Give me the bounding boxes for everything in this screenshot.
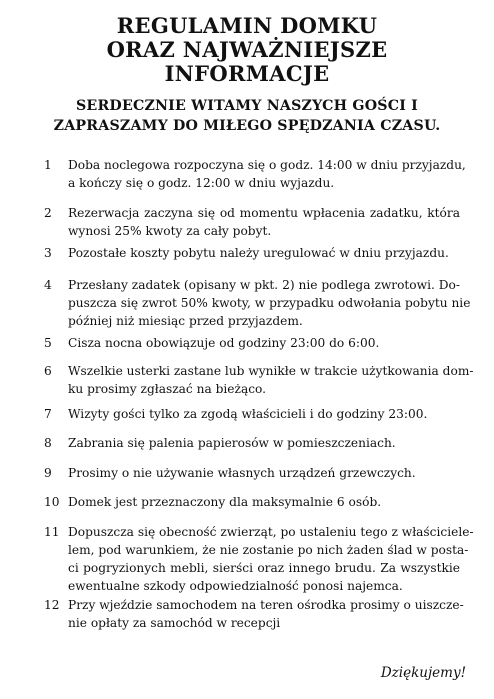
list-item: [44, 362, 474, 398]
rule-text-line: puszcza się zwrot 50% kwoty, w przypadku odwołania pobytu nie: [68, 296, 471, 310]
rule-text-line: Pozostałe koszty pobytu należy uregulować w dniu przyjazdu.: [68, 246, 449, 260]
list-item: [44, 596, 464, 632]
rule-number: 5: [44, 336, 52, 350]
rule-text: [68, 464, 460, 482]
rule-text: [68, 156, 466, 192]
list-item: [44, 244, 460, 262]
title-line: ORAZ NAJWAŻNIEJSZE: [106, 37, 388, 62]
rule-text-line: Doba noclegowa rozpoczyna się o godz. 14:00 w dniu przyjazdu,: [68, 158, 466, 172]
title-line: INFORMACJE: [164, 61, 330, 86]
closing-thanks: Dziękujemy!: [380, 665, 466, 681]
list-item: [44, 464, 460, 482]
rule-text: [68, 596, 464, 632]
rule-number: 1: [44, 158, 52, 172]
list-item: [44, 156, 466, 192]
rule-text-line: Wszelkie usterki zastane lub wynikłe w trakcie użytkowania dom-: [68, 364, 474, 378]
list-item: [44, 434, 460, 452]
rule-text-line: lem, pod warunkiem, że nie zostanie po nich żaden ślad w posta-: [68, 543, 469, 557]
title-line: REGULAMIN DOMKU: [116, 13, 378, 38]
rule-text: [68, 204, 460, 240]
rule-text-line: ku prosimy zgłaszać na bieżąco.: [68, 382, 267, 396]
rule-text: [68, 523, 474, 595]
rule-text-line: wynosi 25% kwoty za cały pobyt.: [68, 224, 272, 238]
subtitle-line: SERDECZNIE WITAMY NASZYCH GOŚCI I: [75, 98, 419, 114]
list-item: [44, 276, 471, 330]
rule-text: [68, 434, 460, 452]
rule-number: 3: [44, 246, 52, 260]
welcome-subtitle: [40, 96, 454, 136]
rule-text-line: Prosimy o nie używanie własnych urządzeń grzewczych.: [68, 466, 416, 480]
rule-text-line: Domek jest przeznaczony dla maksymalnie 6 osób.: [68, 495, 382, 509]
subtitle-line: ZAPRASZAMY DO MIŁEGO SPĘDZANIA CZASU.: [53, 118, 441, 134]
rule-text-line: Dopuszcza się obecność zwierząt, po ustaleniu tego z właściciele-: [68, 525, 474, 539]
rule-text-line: Cisza nocna obowiązuje od godziny 23:00 do 6:00.: [68, 336, 380, 350]
rule-number: 6: [44, 364, 52, 378]
list-item: [44, 523, 474, 595]
list-item: [44, 405, 460, 423]
rule-text: [68, 276, 471, 330]
list-item: [44, 493, 460, 511]
rule-number: 11: [44, 525, 60, 539]
page-title: [40, 14, 454, 86]
rule-text-line: Zabrania się palenia papierosów w pomieszczeniach.: [68, 436, 396, 450]
rule-number: 12: [44, 598, 60, 612]
list-item: [44, 334, 460, 352]
rule-number: 10: [44, 495, 60, 509]
rule-text-line: Przy wjeździe samochodem na teren ośrodka prosimy o uiszcze-: [68, 598, 464, 612]
rule-text-line: a kończy się o godz. 12:00 w dniu wyjazdu.: [68, 176, 335, 190]
rule-number: 8: [44, 436, 52, 450]
rule-text: [68, 405, 460, 423]
rule-text: [68, 244, 460, 262]
rule-text: [68, 493, 460, 511]
rule-text-line: Wizyty gości tylko za zgodą właścicieli i do godziny 23:00.: [68, 407, 428, 421]
rule-number: 2: [44, 206, 52, 220]
rule-number: 7: [44, 407, 52, 421]
rule-text-line: później niż miesiąc przed przyjazdem.: [68, 314, 303, 328]
list-item: [44, 204, 460, 240]
rule-text-line: ci pogryzionych mebli, sierści oraz innego brudu. Za wszystkie: [68, 561, 460, 575]
rule-text-line: ewentualne szkody odpowiedzialność ponosi najemca.: [68, 579, 403, 593]
rule-text-line: nie opłaty za samochód w recepcji: [68, 616, 281, 630]
rule-number: 4: [44, 278, 52, 292]
rule-number: 9: [44, 466, 52, 480]
rule-text-line: Rezerwacja zaczyna się od momentu wpłacenia zadatku, która: [68, 206, 460, 220]
rule-text: [68, 362, 474, 398]
rule-text-line: Przesłany zadatek (opisany w pkt. 2) nie podlega zwrotowi. Do-: [68, 278, 460, 292]
rule-text: [68, 334, 460, 352]
